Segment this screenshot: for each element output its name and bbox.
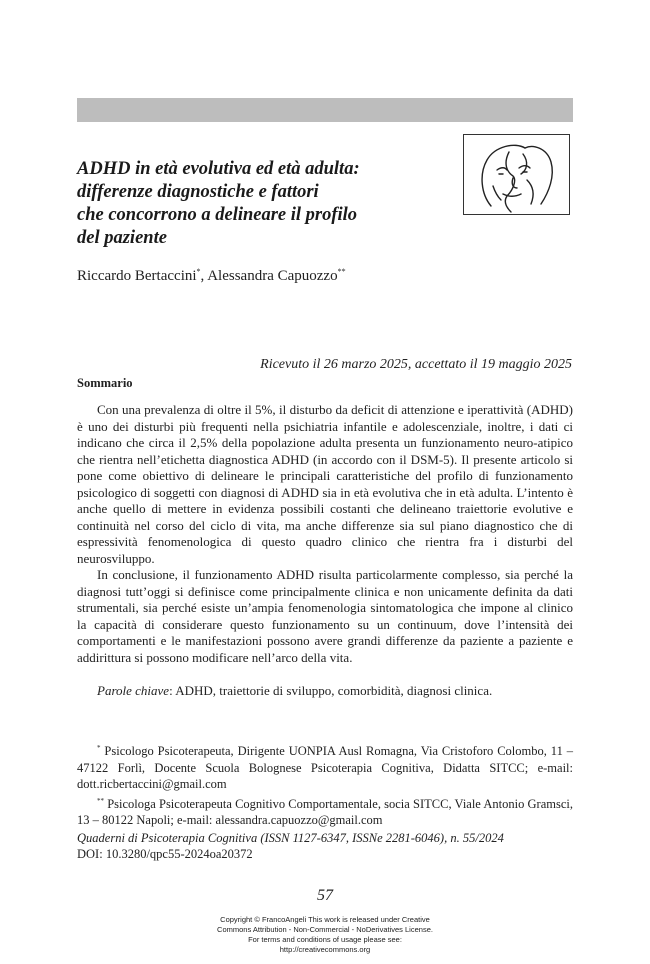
copyright-notice [0,915,650,955]
footnote-mark: ** [97,796,104,805]
header-bar [77,98,573,122]
article-title [77,158,437,250]
footnote-mark: * [97,744,101,752]
title-line-1: ADHD in età evolutiva ed età adulta: [77,159,360,179]
journal-info [77,830,573,862]
author-footnote-mark: ** [337,267,346,276]
author-name: Alessandra Capuozzo [207,268,338,284]
keywords-label: Parole chiave [97,683,170,698]
footnote [77,793,573,829]
copyright-link[interactable]: http://creativecommons.org [279,945,371,954]
author-separator: , [200,268,208,284]
copyright-line: Commons Attribution - Non-Commercial - NoDerivatives License. [217,925,433,934]
title-line-4: del paziente [77,228,167,248]
abstract-paragraph: Con una prevalenza di oltre il 5%, il disturbo da deficit di attenzione e iperattività (ADHD) è uno dei disturbi più frequenti nella psichiatria infantile e adolescenziale, inoltre, i dati ci indicano che circa il 2,5% della popolazione adulta presenta un funzionamento neuro-atipico che rientra nell’etichetta diagnostica ADHD (in accordo con il DSM-5). Il presente articolo si pone come obiettivo di delineare le principali caratteristiche del profilo di funzionamento psicologico di soggetti con diagnosi di ADHD sia in età evolutiva che in età adulta. L’intento è anche quello di mettere in evidenza possibili costanti che delineano traiettorie evolutive e continuità nel corso del ciclo di vita, ma anche differenze sia sul piano diagnostico che di espressività fenomenologica di questo quadro clinico che rientra fra i disturbi del neurosviluppo. [77,402,573,566]
copyright-line: Copyright © FrancoAngeli This work is released under Creative [220,915,430,924]
author-name: Riccardo Bertaccini [77,268,197,284]
two-faces-sketch-icon [463,134,570,215]
author-footnote-mark: * [196,267,201,276]
abstract-paragraph: In conclusione, il funzionamento ADHD risulta particolarmente complesso, sia perché la diagnosi tutt’oggi si definisce come principalmente clinica e non unicamente definita da dati strumentali, sia perché esiste un’ampia fenomenologia sintomatologica che impone al clinico la capacità di considerare questo funzionamento su un continuum, dove l’intensità dei comportamenti e le manifestazioni possono avere grandi differenze da paziente a paziente e addirittura si possono modificare nell’arco della vita. [77,567,573,665]
keywords-text: : ADHD, traiettorie di sviluppo, comorbidità, diagnosi clinica. [169,683,493,698]
page-number: 57 [317,887,333,904]
doi: DOI: 10.3280/qpc55-2024oa20372 [77,847,253,861]
title-line-3: che concorrono a delineare il profilo [77,205,358,225]
author-footnotes [77,740,573,829]
copyright-line: For terms and conditions of usage please see: [248,935,402,944]
author-list [77,267,346,285]
abstract-heading: Sommario [77,376,133,390]
journal-citation: Quaderni di Psicoterapia Cognitiva (ISSN 1127-6347, ISSNe 2281-6046), n. 55/2024 [77,831,504,845]
footnote-text: Psicologo Psicoterapeuta, Dirigente UONPIA Ausl Romagna, Via Cristoforo Colombo, 11 – 47122 Forlì, Docente Scuola Bolognese Psicoterapia Cognitiva, Didatta SITCC; e-mail: dott.ricbertaccini@gmail.com [77,744,573,791]
footnote [77,740,573,793]
title-line-2: differenze diagnostiche e fattori [77,182,319,202]
received-accepted-dates: Ricevuto il 26 marzo 2025, accettato il 19 maggio 2025 [260,357,572,372]
keywords [77,683,573,699]
abstract-body [77,402,573,666]
footnote-text: Psicologa Psicoterapeuta Cognitivo Comportamentale, socia SITCC, Viale Antonio Gramsci, 13 – 80122 Napoli; e-mail: alessandra.capuozzo@gmail.com [77,796,573,827]
